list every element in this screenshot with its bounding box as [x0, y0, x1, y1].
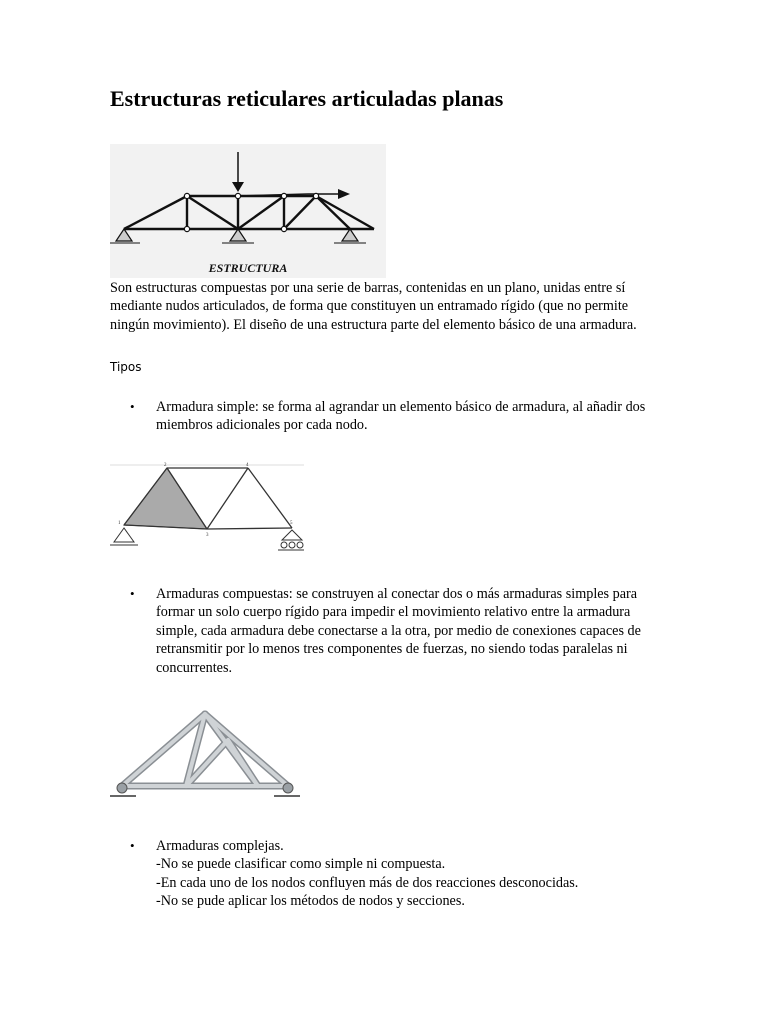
section-label-tipos: Tipos	[110, 360, 142, 374]
page-title: Estructuras reticulares articuladas planas	[110, 86, 504, 111]
bullet-dot: •	[130, 586, 135, 601]
intro-paragraph: Son estructuras compuestas por una serie de barras, contenidas en un plano, unidas entre sí mediante nudos articulados, de forma que constituyen un entramado rígido (que no permite ningún movimiento). El diseño de una estructura parte del elemento básico de una armadura.	[110, 280, 637, 333]
list-item-text: Armadura simple: se forma al agrandar un elemento básico de armadura, al añadir dos miembros adicionales por cada nodo.	[156, 399, 646, 434]
node-label: 1	[118, 521, 121, 526]
list-line: -No se puede clasificar como simple ni compuesta.	[156, 856, 446, 873]
node-label: 2	[164, 463, 167, 468]
figure1-caption: ESTRUCTURA	[208, 261, 288, 275]
bullet-dot: •	[130, 838, 135, 853]
list-item-text	[156, 837, 666, 911]
list-line: Armaduras complejas.	[156, 838, 284, 854]
list-line: -En cada uno de los nodos confluyen más de dos reacciones desconocidas.	[156, 874, 579, 891]
list-item-text: Armaduras compuestas: se construyen al conectar dos o más armaduras simples para formar un solo cuerpo rígido para impedir el movimiento relativo entre la armadura simple, cada armadura debe conectarse a la otra, por medio de conexiones capaces de retransmitir por lo menos tres componentes de fuerzas, no siendo todas paralelas ni concurrentes.	[156, 586, 641, 676]
node-label: 5	[290, 521, 293, 526]
node-label: 3	[206, 533, 209, 538]
compound-truss-figure	[110, 704, 302, 804]
truss-structure-figure	[110, 144, 386, 278]
node-label: 4	[246, 463, 249, 468]
bullet-dot: •	[130, 399, 135, 414]
list-line: -No se pude aplicar los métodos de nodos y secciones.	[156, 893, 465, 910]
simple-truss-figure	[110, 462, 304, 554]
